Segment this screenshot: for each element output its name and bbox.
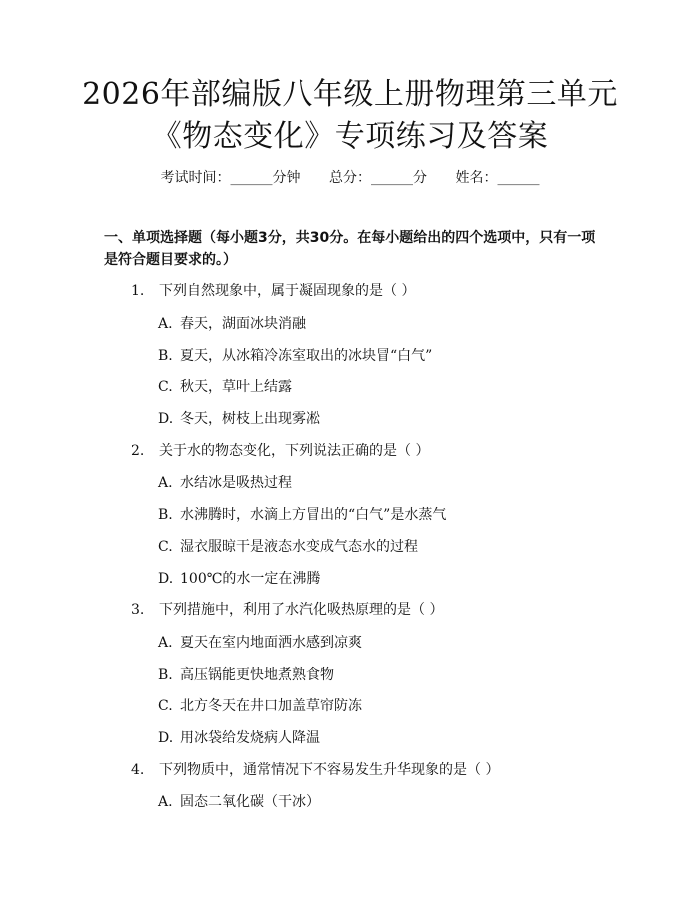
exam-time-field: 考试时间：______分钟 (160, 170, 301, 186)
option-text: 夏天在室内地面洒水感到凉爽 (180, 635, 362, 651)
question-number: 3. (131, 602, 145, 618)
question-number: 4. (131, 762, 145, 778)
option-letter: A. (158, 635, 173, 651)
option-letter: A. (158, 316, 173, 332)
option-text: 夏天，从冰箱冷冻室取出的冰块冒“白气” (180, 348, 433, 364)
document-title: 2026年部编版八年级上册物理第三单元《物态变化》专项练习及答案 (82, 77, 618, 154)
option-text: 春天，湖面冰块消融 (180, 316, 306, 332)
option-letter: C. (158, 698, 173, 714)
question-number: 2. (131, 443, 145, 459)
option-letter: D. (158, 411, 174, 427)
option-text: 水结冰是吸热过程 (180, 475, 292, 491)
question-number: 1. (131, 283, 145, 299)
option-letter: D. (158, 571, 174, 587)
q3-option-a (158, 633, 362, 653)
question-3 (131, 600, 443, 620)
q2-option-c (158, 537, 418, 557)
q1-option-a (158, 314, 306, 334)
option-letter: A. (158, 475, 173, 491)
question-1 (131, 281, 415, 301)
option-text: 用冰袋给发烧病人降温 (180, 730, 320, 746)
option-text: 100℃的水一定在沸腾 (180, 571, 321, 587)
question-text: 关于水的物态变化，下列说法正确的是（ ） (159, 443, 430, 459)
q3-option-b (158, 665, 334, 685)
option-letter: D. (158, 730, 174, 746)
option-text: 高压锅能更快地煮熟食物 (180, 667, 334, 683)
question-text: 下列物质中，通常情况下不容易发生升华现象的是（ ） (159, 762, 500, 778)
q3-option-d (158, 728, 320, 748)
exam-meta (0, 168, 700, 188)
option-letter: A. (158, 794, 173, 810)
q2-option-d (158, 569, 320, 589)
total-score-field: 总分：______分 (329, 170, 427, 186)
name-field: 姓名：______ (455, 170, 540, 186)
q2-option-b (158, 505, 446, 525)
option-text: 水沸腾时，水滴上方冒出的“白气”是水蒸气 (180, 507, 447, 523)
option-letter: B. (158, 348, 173, 364)
option-text: 北方冬天在井口加盖草帘防冻 (180, 698, 362, 714)
option-letter: C. (158, 379, 173, 395)
option-text: 冬天，树枝上出现雾凇 (180, 411, 320, 427)
option-text: 秋天，草叶上结露 (180, 379, 292, 395)
option-text: 湿衣服晾干是液态水变成气态水的过程 (180, 539, 418, 555)
section-heading: 一、单项选择题（每小题3分，共30分。在每小题给出的四个选项中，只有一项是符合题目要求的。） (104, 230, 596, 268)
question-text: 下列自然现象中，属于凝固现象的是（ ） (159, 283, 416, 299)
q2-option-a (158, 473, 292, 493)
q1-option-d (158, 409, 320, 429)
q1-option-c (158, 377, 292, 397)
q3-option-c (158, 696, 362, 716)
q4-option-a (158, 792, 320, 812)
q1-option-b (158, 346, 432, 366)
option-letter: B. (158, 667, 173, 683)
question-2 (131, 441, 429, 461)
option-text: 固态二氧化碳（干冰） (180, 794, 320, 810)
option-letter: C. (158, 539, 173, 555)
question-text: 下列措施中，利用了水汽化吸热原理的是（ ） (159, 602, 444, 618)
question-4 (131, 760, 499, 780)
option-letter: B. (158, 507, 173, 523)
